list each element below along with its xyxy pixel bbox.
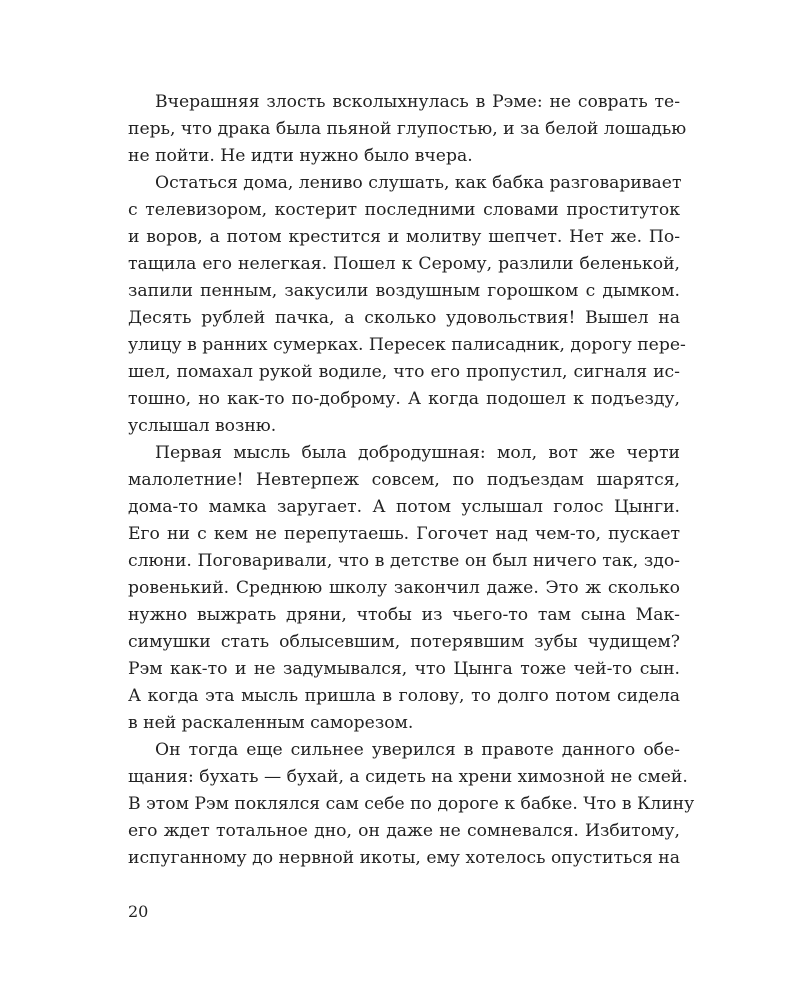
text-line: щания: бухать — бухай, а сидеть на хрени химозной не смей.: [128, 767, 688, 787]
text-line: не пойти. Не идти нужно было вчера.: [128, 146, 473, 166]
text-line: перь, что драка была пьяной глупостью, и за белой лошадью: [128, 119, 687, 139]
text-line: и воров, а потом крестится и молитву шепчет. Нет же. По-: [128, 227, 680, 247]
text-line: шел, помахал рукой водиле, что его пропустил, сигналя ис-: [128, 362, 680, 382]
text-line: Вчерашняя злость всколыхнулась в Рэме: не соврать те-: [155, 92, 680, 112]
text-line: Остаться дома, лениво слушать, как бабка разговаривает: [155, 173, 682, 193]
text-line: Десять рублей пачка, а сколько удовольствия! Вышел на: [128, 308, 680, 328]
paragraph: [128, 170, 686, 440]
paragraph: [128, 89, 687, 170]
text-line: с телевизором, костерит последними словами проституток: [128, 200, 680, 220]
text-line: испуганному до нервной икоты, ему хотелось опуститься на: [128, 848, 680, 868]
text-line: Его ни с кем не перепутаешь. Гогочет над чем-то, пускает: [128, 524, 680, 544]
paragraph: [128, 440, 680, 737]
page-text: [128, 89, 695, 872]
text-line: улицу в ранних сумерках. Пересек палисадник, дорогу пере-: [128, 335, 686, 355]
text-line: симушки стать облысевшим, потерявшим зубы чудищем?: [128, 632, 680, 652]
text-line: услышал возню.: [128, 416, 277, 436]
text-line: тащила его нелегкая. Пошел к Серому, разлили беленькой,: [128, 254, 680, 274]
page-number: 20: [128, 902, 149, 921]
text-line: малолетние! Невтерпеж совсем, по подъездам шарятся,: [128, 470, 680, 490]
paragraph: [128, 737, 695, 872]
text-line: тошно, но как-то по-доброму. А когда подошел к подъезду,: [128, 389, 680, 409]
text-line: ровенький. Среднюю школу закончил даже. Это ж сколько: [128, 578, 680, 598]
text-line: дома-то мамка заругает. А потом услышал голос Цынги.: [128, 497, 680, 517]
text-line: Рэм как-то и не задумывался, что Цынга тоже чей-то сын.: [128, 659, 680, 679]
text-line: Первая мысль была добродушная: мол, вот же черти: [155, 443, 680, 463]
text-line: запили пенным, закусили воздушным горошком с дымком.: [128, 281, 680, 301]
text-line: слюни. Поговаривали, что в детстве он был ничего так, здо-: [128, 551, 680, 571]
text-line: В этом Рэм поклялся сам себе по дороге к бабке. Что в Клину: [128, 794, 695, 814]
text-line: нужно выжрать дряни, чтобы из чьего-то там сына Мак-: [128, 605, 680, 625]
text-line: Он тогда еще сильнее уверился в правоте данного обе-: [155, 740, 680, 760]
text-line: А когда эта мысль пришла в голову, то долго потом сидела: [128, 686, 680, 706]
text-line: его ждет тотальное дно, он даже не сомневался. Избитому,: [128, 821, 680, 841]
text-line: в ней раскаленным саморезом.: [128, 713, 414, 733]
